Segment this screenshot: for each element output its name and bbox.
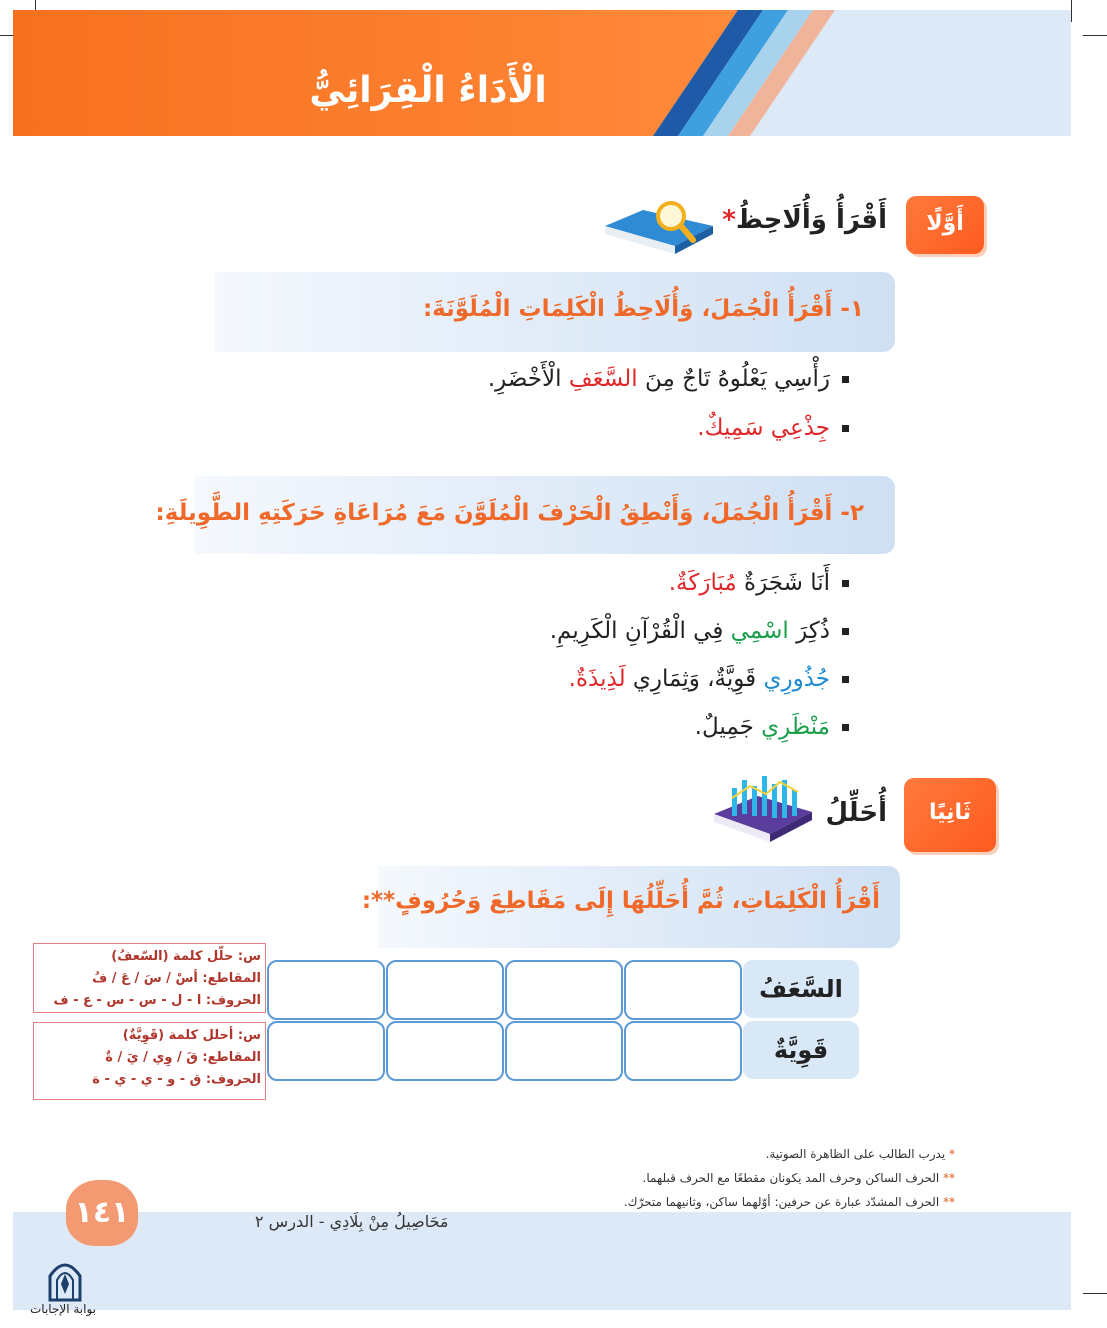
crop-mark [1071,0,1072,22]
instruction-analyze: أَقْرَأُ الْكَلِمَاتِ، ثُمَّ أُحَلِّلُهَا إِلَى مَقَاطِعَ وَحُرُوفٍ**: [361,888,880,914]
section-tab-first: أَوَّلًا [906,196,984,254]
mosque-logo-icon [44,1254,86,1302]
bullet-line-5: جُذُورِي قَوِيَّةٌ، وَثِمَارِي لَذِيذَةٌ. [569,666,849,692]
section-title-analyze: أُحَلِّلُ [825,798,887,828]
bullet-icon [842,724,849,731]
answer-cell[interactable] [386,1021,504,1081]
answer-cell[interactable] [505,960,623,1020]
answer-cell[interactable] [624,960,742,1020]
answer-cell[interactable] [267,1021,385,1081]
crop-mark [1083,35,1107,36]
word-cell-2: قَوِيَّةٌ [743,1021,859,1079]
section-tab-second: ثَانِيًا [904,778,996,852]
instruction-1: ١- أَقْرَأُ الْجُمَلَ، وَأُلَاحِظُ الْكَلِمَاتِ الْمُلَوَّنَةَ: [422,296,864,322]
book-magnifier-icon [603,196,715,258]
answer-note-1: س: حلّل كلمة (السّعفُ) المقاطع: أسْ / سَ / عَ / فُ الحروف: ا - ل - س - س - ع - ف [33,943,266,1013]
bullet-icon [842,580,849,587]
answer-cell[interactable] [505,1021,623,1081]
bullet-line-6: مَنْظَرِي جَمِيلٌ. [695,714,849,740]
section-title-read-observe: أَقْرَأُ وَأُلَاحِظُ* [722,205,887,235]
analysis-book-icon [710,768,814,848]
logo-label: بوابة الإجابات [30,1302,97,1316]
answer-cell[interactable] [386,960,504,1020]
bullet-line-4: ذُكِرَ اسْمِي فِي الْقُرْآنِ الْكَرِيمِ. [550,618,849,644]
answer-note-2: س: أحلل كلمة (قَوِيَّةٌ) المقاطع: قَ / وِي / يَ / ةٌ الحروف: ق - و - ي - ي - ة [33,1022,266,1100]
bullet-line-2: جِذْعِي سَمِيكٌ. [697,415,849,441]
bullet-icon [842,376,849,383]
bullet-icon [842,676,849,683]
page-number: ١٤١ [66,1180,138,1246]
bullet-icon [842,628,849,635]
lesson-label: مَحَاصِيلُ مِنْ بِلَادِي - الدرس ٢ [255,1212,449,1231]
bullet-line-1: رَأْسِي يَعْلُوهُ تَاجٌ مِنَ السَّعَفِ الْأَخْضَرِ. [488,366,849,392]
answer-cell[interactable] [624,1021,742,1081]
page-header [13,10,1071,136]
footer-band [13,1212,1071,1310]
crop-mark [1083,1293,1107,1294]
answer-cell[interactable] [267,960,385,1020]
word-cell-1: السَّعَفُ [743,960,859,1018]
instruction-2: ٢- أَقْرَأُ الْجُمَلَ، وَأَنْطِقُ الْحَرْفَ الْمُلَوَّنَ مَعَ مُرَاعَاةِ حَرَكَتِهِ الطَّوِيلَةِ: [155,500,864,526]
footnote-2: ** الحرف الساكن وحرف المد يكونان مقطعًا مع الحرف قبلهما. [642,1171,955,1185]
bullet-icon [842,425,849,432]
footnote-1: * يدرب الطالب على الظاهرة الصوتية. [765,1147,955,1161]
bullet-line-3: أَنَا شَجَرَةٌ مُبَارَكَةٌ. [669,570,849,596]
footnote-3: ** الحرف المشدّد عبارة عن حرفين: أوّلهما ساكن، وثانيهما متحرّك. [623,1195,955,1209]
page-title: الْأَدَاءُ الْقِرَائِيُّ [309,70,547,111]
